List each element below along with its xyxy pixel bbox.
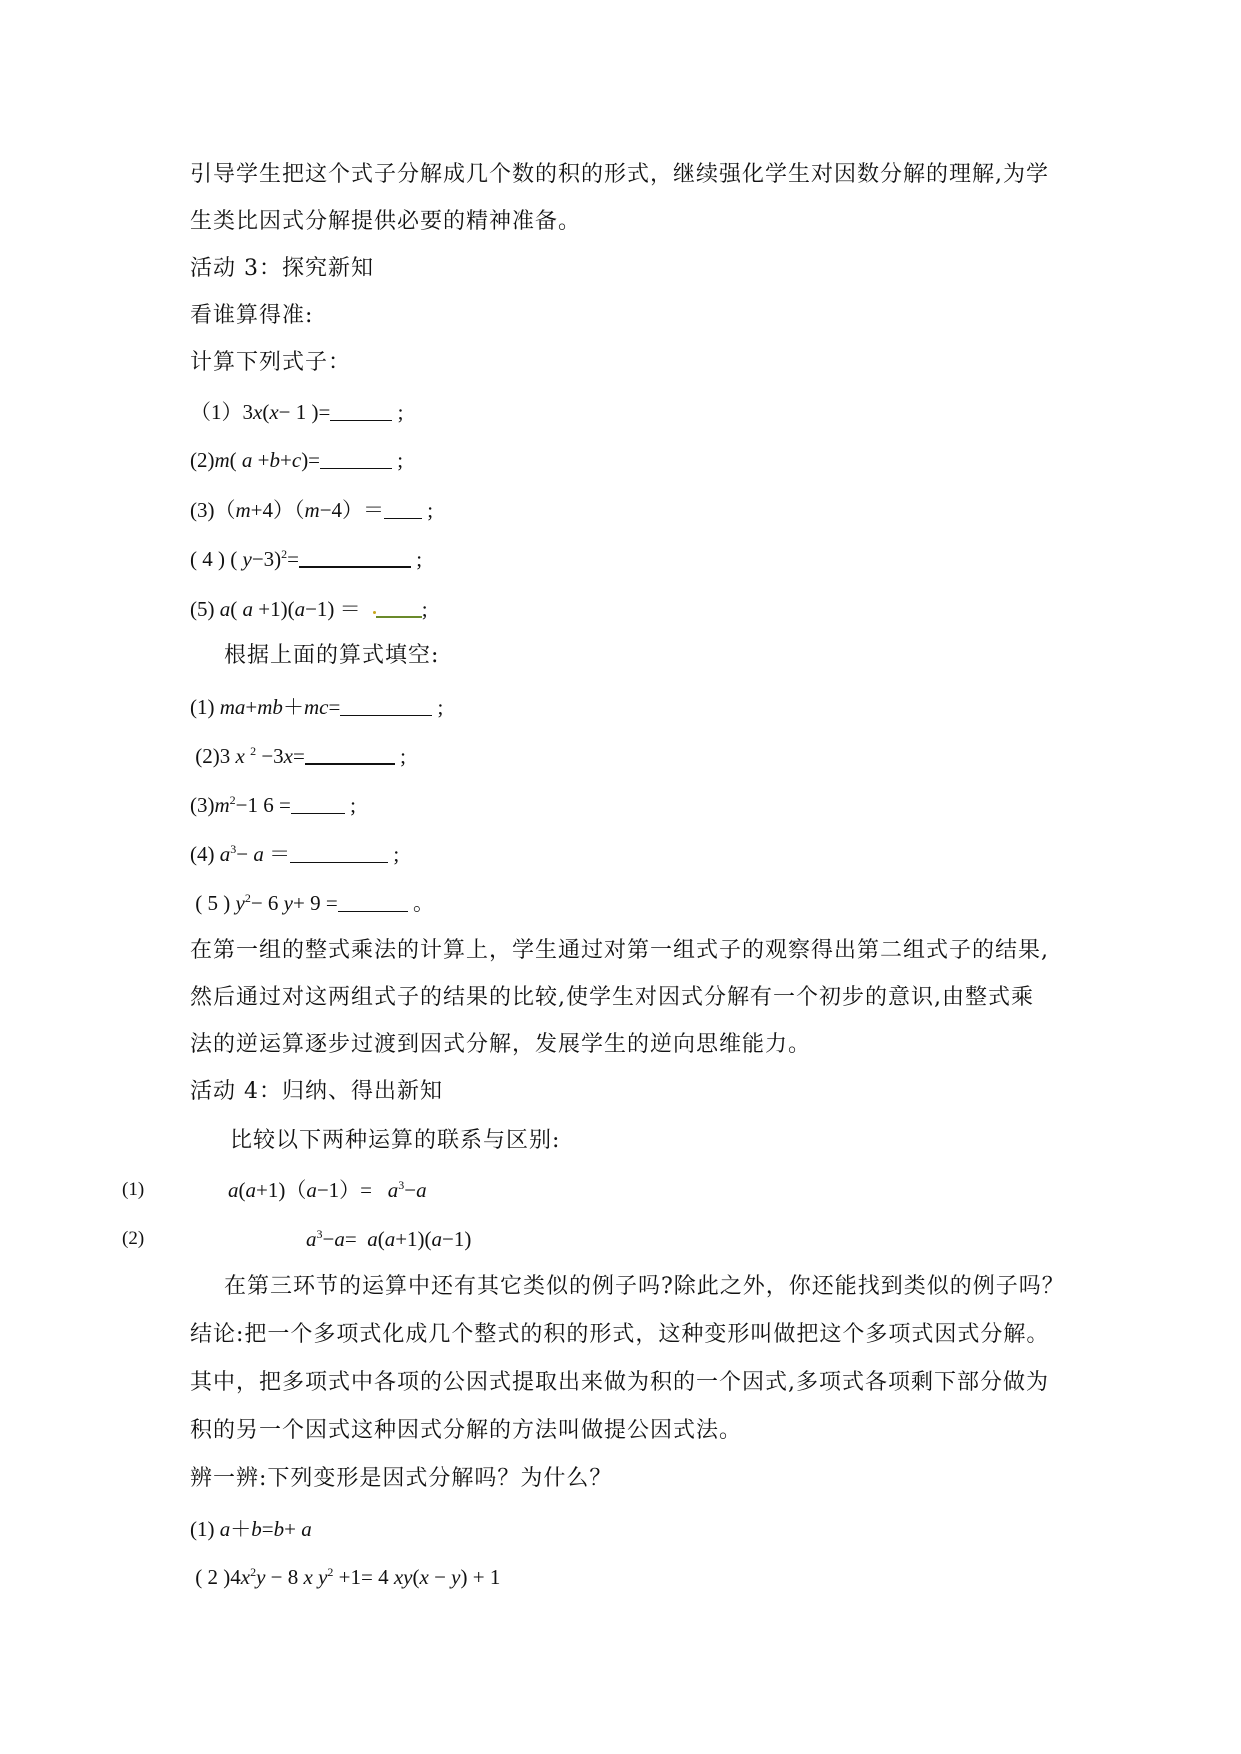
paragraph-line: 在第一组的整式乘法的计算上，学生通过对第一组式子的观察得出第二组式子的结果, [190,938,1049,963]
answer-blank[interactable] [299,546,411,568]
answer-blank[interactable] [291,793,345,814]
answer-blank[interactable] [384,498,422,519]
judge-2: ( 2 )$4x^2y - 8$ x $y^2 +1= 4$ xy(x − y) + 1 [195,1565,501,1589]
conclusion-line: 其中，把多项式中各项的公因式提取出来做为积的一个因式,多项式各项剩下部分做为 [190,1370,1049,1395]
exercise-5: (5) a( a +1)(a−1) ＝ ; [190,597,428,621]
paragraph-line: 在第三环节的运算中还有其它类似的例子吗?除此之外，你还能找到类似的例子吗？ [224,1274,1065,1299]
answer-blank[interactable] [330,400,392,421]
comparison-label-2: (2) [122,1228,145,1249]
comparison-label-1: (1) [122,1179,145,1200]
subheading: 看谁算得准: [190,303,314,328]
answer-blank[interactable] [340,695,432,716]
judge-heading: 辨一辨:下列变形是因式分解吗？为什么？ [190,1466,613,1491]
paragraph-line: 然后通过对这两组式子的结果的比较,使学生对因式分解有一个初步的意识,由整式乘 [190,985,1034,1010]
exercise-3: (3)（m+4）（m−4）＝ ; [190,498,434,522]
fill-2: (2)3 x $^2$ −3x= ; [195,744,406,768]
activity-3-heading: 活动 3：探究新知 [190,256,374,281]
answer-blank[interactable] [305,743,395,765]
fill-4: (4) $a^3- a$ ＝ ; [190,842,400,866]
comparison-1: $a(a+1)(a-1)= a^3-a$ [228,1178,427,1202]
paragraph-line: 生类比因式分解提供必要的精神准备。 [190,209,582,234]
fill-5: ( 5 ) $y^2- 6$ y+ 9 = 。 [195,891,434,915]
answer-blank[interactable] [376,596,422,618]
fill-1: (1) ma+mb＋mc= ; [190,695,444,719]
subheading: 比较以下两种运算的联系与区别: [230,1128,561,1153]
subheading: 根据上面的算式填空: [224,643,440,668]
conclusion-line: 积的另一个因式这种因式分解的方法叫做提公因式法。 [190,1418,743,1443]
activity-4-heading: 活动 4：归纳、得出新知 [190,1079,443,1104]
conclusion-line: 结论:把一个多项式化成几个整式的积的形式，这种变形叫做把这个多项式因式分解。 [190,1322,1050,1347]
comparison-2: $a^3-a= a(a+1)(a-1)$ [306,1227,472,1251]
answer-blank[interactable] [320,448,392,469]
fill-3: $(3)m^2-1$ 6 = ; [190,793,356,817]
answer-blank[interactable] [338,891,408,912]
answer-blank[interactable] [290,842,388,863]
paragraph-line: 法的逆运算逐步过渡到因式分解，发展学生的逆向思维能力。 [190,1032,812,1057]
exercise-1: （1）3x(x− 1 )= ; [190,400,404,424]
judge-1: (1) a＋b=b+ a [190,1517,312,1541]
exercise-2: (2)m( a +b+c)= ; [190,448,404,472]
paragraph-line: 引导学生把这个式子分解成几个数的积的形式，继续强化学生对因数分解的理解,为学 [190,162,1049,187]
exercise-4: ( 4 ) ( y−3)$^2$= ; [190,547,423,571]
subheading: 计算下列式子： [190,350,352,375]
